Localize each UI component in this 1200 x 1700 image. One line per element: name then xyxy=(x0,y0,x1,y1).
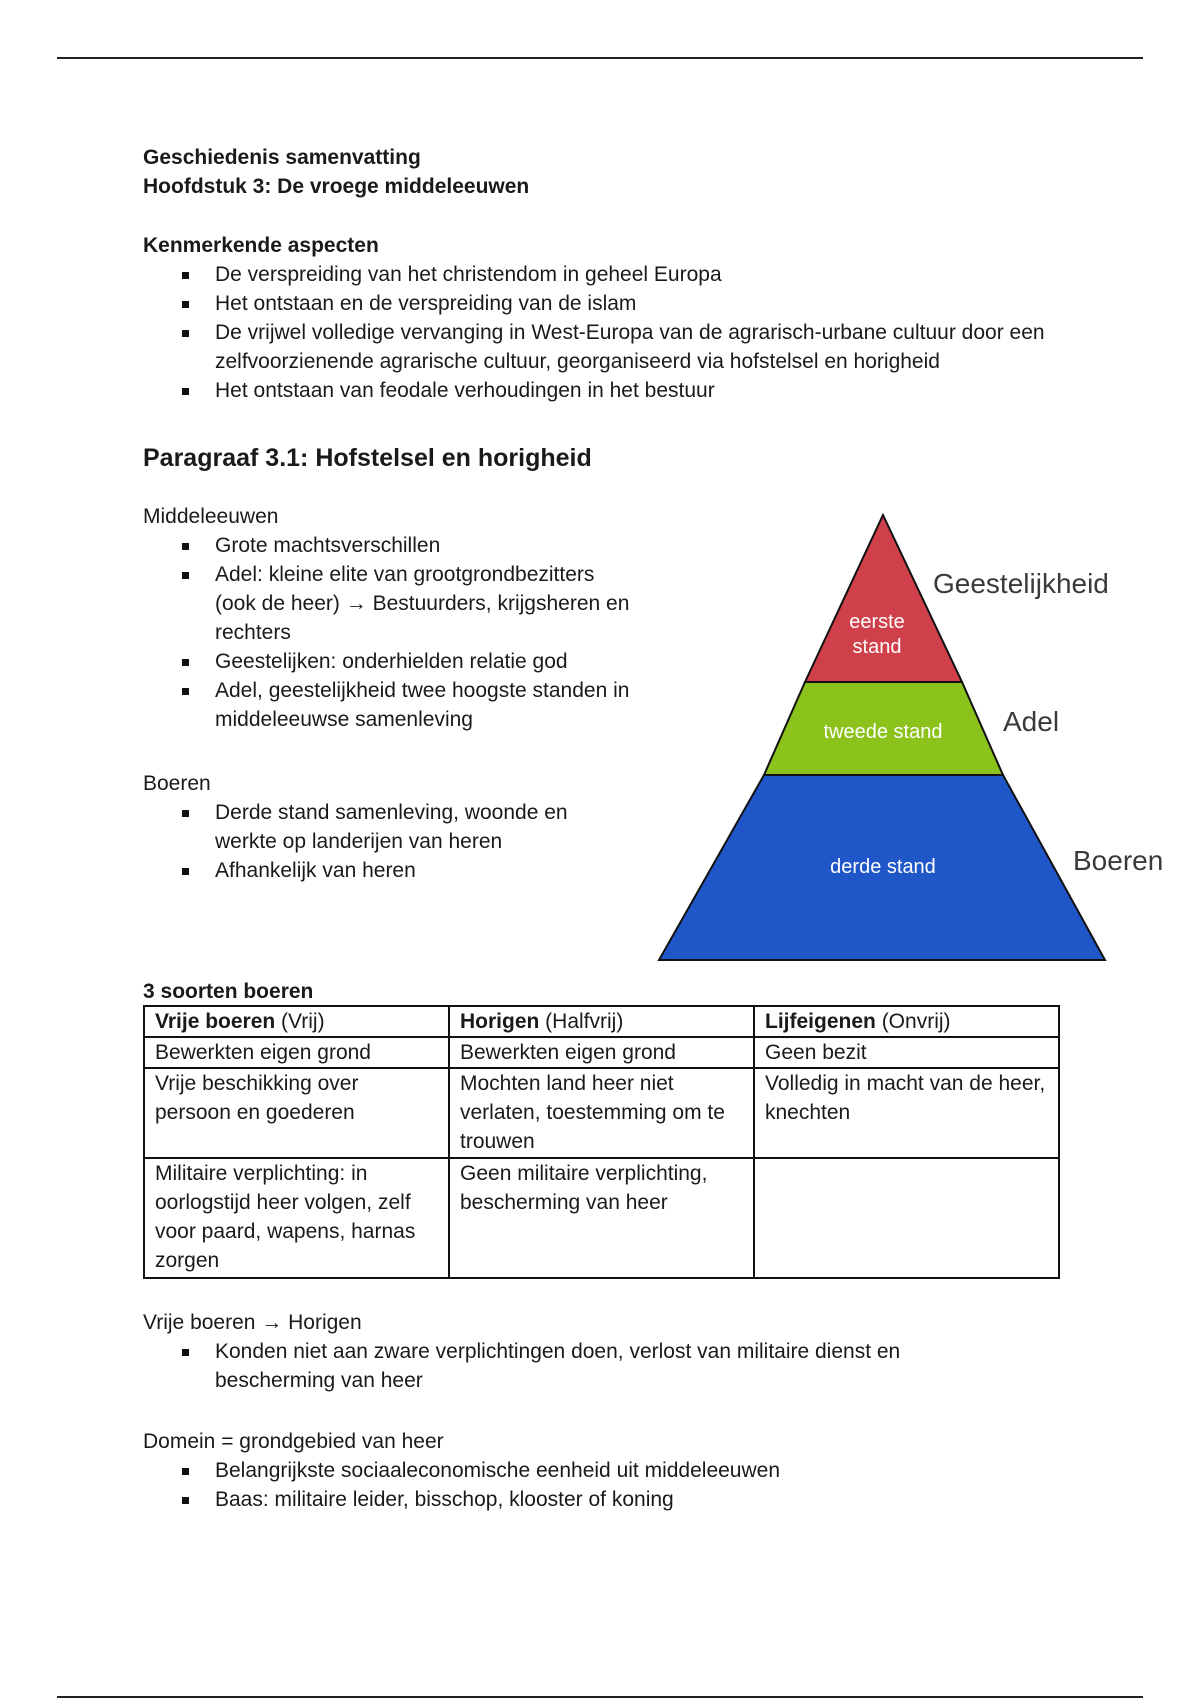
list-item: Belangrijkste sociaaleconomische eenheid uit middeleeuwen xyxy=(215,1456,1103,1485)
kenmerkende-aspecten-section xyxy=(143,231,1103,405)
list-item: Geestelijken: onderhielden relatie god xyxy=(215,647,663,676)
boeren-list xyxy=(215,798,663,885)
layer-label-eerste-line2: stand xyxy=(852,636,902,658)
boeren-label: Boeren xyxy=(143,772,211,795)
table-cell: Geen militaire verplichting, bescherming van heer xyxy=(449,1158,754,1278)
layer-label-derde: derde stand xyxy=(830,856,936,878)
layer-label-eerste-line1: eerste xyxy=(849,611,905,633)
paragraph-heading: Paragraaf 3.1: Hofstelsel en horigheid xyxy=(143,444,592,472)
vrije-naar-horigen-list xyxy=(215,1337,1103,1395)
list-item: De verspreiding van het christendom in geheel Europa xyxy=(215,260,1103,289)
table-row xyxy=(144,1037,1059,1068)
outer-label-boeren: Boeren xyxy=(1073,845,1164,876)
list-item: Derde stand samenleving, woonde en werkte op landerijen van heren xyxy=(215,798,615,856)
soorten-boeren-heading: 3 soorten boeren xyxy=(143,980,314,1003)
table-cell xyxy=(754,1158,1059,1278)
table-cell: Mochten land heer niet verlaten, toestemming om te trouwen xyxy=(449,1068,754,1158)
list-item: Baas: militaire leider, bisschop, klooster of koning xyxy=(215,1485,1103,1514)
header-rule xyxy=(57,57,1143,59)
table-header-cell: Horigen (Halfvrij) xyxy=(449,1006,754,1037)
soorten-boeren-table xyxy=(143,1005,1060,1279)
list-item: Konden niet aan zware verplichtingen doen, verlost van militaire dienst en bescherming van heer xyxy=(215,1337,995,1395)
boeren-section xyxy=(143,769,663,885)
list-item: De vrijwel volledige vervanging in West-Europa van de agrarisch-urbane cultuur door een zelfvoorzienende agrarische cultuur, georganiseerd via hofstelsel en horigheid xyxy=(215,318,1075,376)
list-item: Het ontstaan en de verspreiding van de islam xyxy=(215,289,1103,318)
document-title-block xyxy=(143,143,529,201)
outer-label-geestelijkheid: Geestelijkheid xyxy=(933,568,1109,599)
list-item: Grote machtsverschillen xyxy=(215,531,663,560)
table-header-row xyxy=(144,1006,1059,1037)
table-row xyxy=(144,1068,1059,1158)
vrije-naar-horigen-label: Vrije boeren → Horigen xyxy=(143,1311,362,1334)
table-cell: Geen bezit xyxy=(754,1037,1059,1068)
kenmerkende-aspecten-heading: Kenmerkende aspecten xyxy=(143,234,379,257)
table-row xyxy=(144,1158,1059,1278)
footer-rule xyxy=(57,1696,1143,1698)
table-cell: Militaire verplichting: in oorlogstijd heer volgen, zelf voor paard, wapens, harnas zorgen xyxy=(144,1158,449,1278)
chapter-title: Hoofdstuk 3: De vroege middeleeuwen xyxy=(143,175,530,198)
list-item: Afhankelijk van heren xyxy=(215,856,663,885)
kenmerkende-aspecten-list xyxy=(215,260,1103,405)
standen-pyramid-diagram xyxy=(655,505,1200,970)
middeleeuwen-section xyxy=(143,502,663,734)
table-header-cell: Lijfeigenen (Onvrij) xyxy=(754,1006,1059,1037)
list-item: Het ontstaan van feodale verhoudingen in het bestuur xyxy=(215,376,1103,405)
outer-label-adel: Adel xyxy=(1003,706,1060,737)
list-item: Adel, geestelijkheid twee hoogste standen in middeleeuwse samenleving xyxy=(215,676,635,734)
list-item: Adel: kleine elite van grootgrondbezitters (ook de heer) → Bestuurders, krijgsheren en rechters xyxy=(215,560,635,647)
table-cell: Volledig in macht van de heer, knechten xyxy=(754,1068,1059,1158)
middeleeuwen-list xyxy=(215,531,663,734)
vrije-naar-horigen-section xyxy=(143,1308,1103,1395)
table-cell: Bewerkten eigen grond xyxy=(449,1037,754,1068)
domein-label: Domein = grondgebied van heer xyxy=(143,1430,444,1453)
document-title: Geschiedenis samenvatting xyxy=(143,146,421,169)
middeleeuwen-label: Middeleeuwen xyxy=(143,505,279,528)
table-cell: Vrije beschikking over persoon en goederen xyxy=(144,1068,449,1158)
layer-label-tweede: tweede stand xyxy=(823,721,943,743)
domein-list xyxy=(215,1456,1103,1514)
domein-section xyxy=(143,1427,1103,1514)
table-cell: Bewerkten eigen grond xyxy=(144,1037,449,1068)
table-header-cell: Vrije boeren (Vrij) xyxy=(144,1006,449,1037)
